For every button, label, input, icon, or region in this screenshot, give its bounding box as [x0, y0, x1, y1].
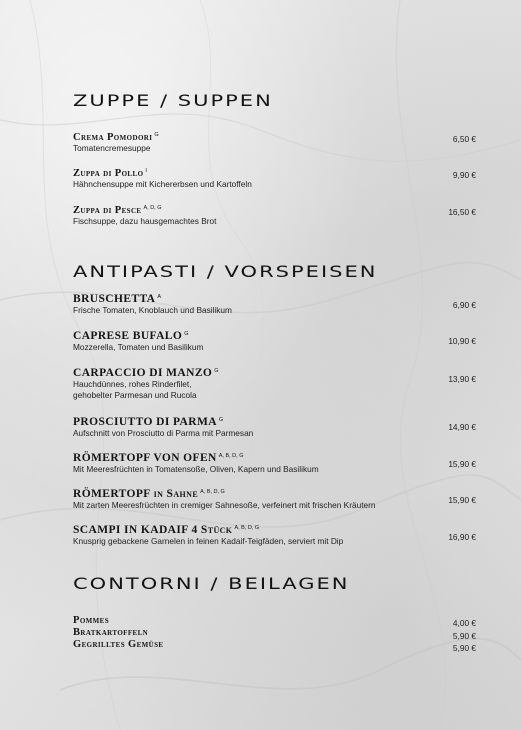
- item-name: PROSCIUTTO DI PARMA $^G$: [73, 416, 224, 428]
- item-description: Mozzerella, Tomaten und Basilikum: [73, 342, 204, 352]
- allergen-codes: G: [214, 368, 219, 374]
- item-price: 5,90 €: [452, 643, 476, 653]
- item-name: Zuppa di Pollo $^I$: [73, 168, 147, 179]
- menu-item-crema-pomodori: [73, 132, 478, 154]
- item-price: 16,50 €: [448, 207, 476, 217]
- item-price: 10,90 €: [448, 336, 476, 346]
- allergen-codes: A, B, D, G: [234, 525, 260, 531]
- side-item-bratkartoffeln: Bratkartoffeln: [73, 627, 149, 638]
- section-title-beilagen: CONTORNI / BEILAGEN: [73, 574, 350, 593]
- side-item-gegrilltes-gemuese: Gegrilltes Gemüse: [73, 639, 164, 650]
- section-title-vorspeisen: ANTIPASTI / VORSPEISEN: [73, 262, 378, 281]
- item-name: SCAMPI IN KADAIF 4 Stück $^{A, B, D, G}$: [73, 524, 260, 536]
- menu-item-zuppa-di-pollo: [73, 168, 478, 190]
- item-price: 16,90 €: [448, 532, 476, 542]
- item-price: 6,90 €: [452, 300, 476, 310]
- item-price: 6,50 €: [452, 134, 476, 144]
- menu-item-zuppa-di-pesce: [73, 205, 478, 227]
- item-description: Tomatencremesuppe: [73, 143, 151, 153]
- allergen-codes: I: [145, 168, 147, 174]
- item-name: Crema Pomodori $^G$: [73, 132, 159, 143]
- item-description: Mit Meeresfrüchten in Tomatensoße, Oliven, Kapern und Basilikum: [73, 464, 319, 474]
- section-title-suppen: ZUPPE / SUPPEN: [73, 91, 273, 110]
- allergen-codes: G: [218, 417, 224, 423]
- menu-item-roemertopf-von-ofen: [73, 452, 478, 475]
- item-name: BRUSCHETTA $^A$: [73, 293, 162, 305]
- item-description-line-2: gehobelter Parmesan und Rucola: [73, 390, 197, 400]
- item-price: 4,00 €: [452, 618, 476, 628]
- menu-item-roemertopf-in-sahne: [73, 488, 478, 511]
- item-description: Hähnchensuppe mit Kichererbsen und Kartoffeln: [73, 179, 252, 189]
- item-price: 13,90 €: [448, 374, 476, 384]
- item-description: Mit zarten Meeresfrüchten in cremiger Sahnesoße, verfeinert mit frischen Kräutern: [73, 500, 376, 510]
- allergen-codes: A, D, G: [143, 205, 162, 211]
- allergen-codes: G: [154, 132, 159, 138]
- item-description: Knusprig gebackene Garnelen in feinen Kadaif-Teigfäden, serviert mit Dip: [73, 536, 344, 546]
- menu-item-caprese-bufalo: [73, 330, 478, 353]
- menu-item-carpaccio-di-manzo: [73, 367, 478, 401]
- item-name: RÖMERTOPF VON OFEN $^{A, B, D, G}$: [73, 452, 244, 464]
- item-price: 9,90 €: [452, 170, 476, 180]
- allergen-codes: A, B, D, G: [218, 453, 244, 459]
- item-name: CAPRESE BUFALO $^G$: [73, 330, 189, 342]
- menu-item-bruschetta: [73, 293, 478, 316]
- item-price: 14,90 €: [448, 422, 476, 432]
- item-description: Frische Tomaten, Knoblauch und Basilikum: [73, 305, 232, 315]
- allergen-codes: A: [157, 294, 162, 300]
- item-name: CARPACCIO DI MANZO $^G$: [73, 367, 219, 379]
- item-name: Zuppa di Pesce $^{A, D, G}$: [73, 205, 162, 216]
- menu-item-scampi-in-kadaif: [73, 524, 478, 547]
- item-price: 5,90 €: [452, 631, 476, 641]
- item-description-line-1: Hauchdünnes, rohes Rinderfilet,: [73, 379, 192, 389]
- side-item-pommes: Pommes: [73, 615, 110, 626]
- menu-item-prosciutto-di-parma: [73, 416, 478, 439]
- item-description: Fischsuppe, dazu hausgemachtes Brot: [73, 216, 217, 226]
- allergen-codes: A, B, D, G: [200, 489, 225, 495]
- item-price: 15,90 €: [448, 495, 476, 505]
- item-description: Aufschnitt von Prosciutto di Parma mit Parmesan: [73, 428, 254, 438]
- item-name: RÖMERTOPF in Sahne $^{A, B, D, G}$: [73, 488, 225, 500]
- item-price: 15,90 €: [448, 459, 476, 469]
- allergen-codes: G: [184, 331, 189, 337]
